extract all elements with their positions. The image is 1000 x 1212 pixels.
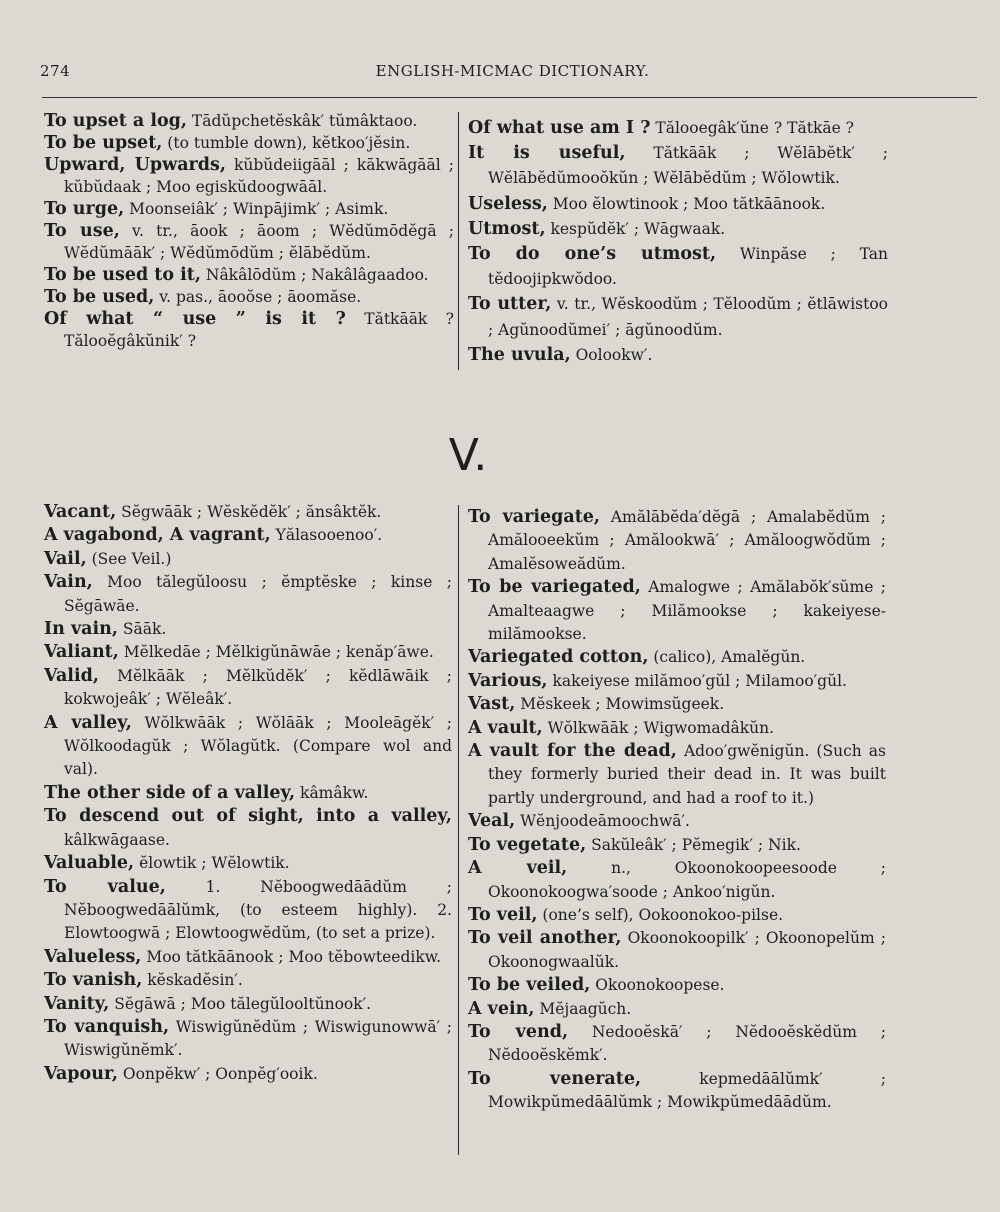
header-rule: [42, 97, 977, 98]
entry-headword: The other side of a valley,: [44, 782, 296, 803]
dictionary-entry: [44, 524, 452, 547]
dictionary-entry: [468, 141, 888, 191]
entry-headword: Vast,: [468, 694, 516, 715]
dictionary-entry: [44, 782, 452, 805]
column-divider: [458, 505, 459, 1155]
entry-definition: Amălābĕda′dĕgā ; Amalabĕdŭm ; Amălooeekŭm ; Amălookwā′ ; Amăloogwŏdŭm ; Amalĕsoweădŭm.: [488, 508, 886, 573]
entry-headword: Veal,: [468, 811, 516, 832]
entry-headword: Useless,: [468, 193, 548, 214]
entry-headword: A vein,: [468, 998, 535, 1019]
dictionary-entry: [44, 571, 452, 618]
dictionary-entry: [468, 1068, 886, 1115]
dictionary-entry: [44, 946, 452, 969]
entry-definition: Mĕskeek ; Mowimsŭgeek.: [515, 695, 725, 714]
entry-definition: ĕlowtik ; Wĕlowtik.: [134, 854, 290, 873]
entry-headword: Of what “ use ” is it ?: [44, 309, 346, 329]
entry-headword: To venerate,: [468, 1068, 642, 1089]
dictionary-entry: [468, 810, 886, 833]
entry-headword: To be used,: [44, 287, 155, 307]
entry-headword: Upward, Upwards,: [44, 155, 226, 175]
dictionary-entry: [44, 993, 452, 1016]
entry-definition: Wiswigŭnĕdŭm ; Wiswigunowwā′ ; Wiswigŭnĕmk′.: [64, 1017, 452, 1060]
entry-definition: v. tr., Wĕskoodŭm ; Tĕloodŭm ; ĕtlāwistoo ; Agŭnoodŭmei′ ; āgŭnoodŭm.: [488, 295, 888, 339]
entry-headword: Vapour,: [44, 1063, 118, 1084]
entry-headword: To be used to it,: [44, 265, 201, 285]
dictionary-entry: [468, 740, 886, 810]
entry-headword: Vanity,: [44, 993, 110, 1014]
dictionary-entry: [468, 998, 886, 1021]
entry-headword: Variegated cotton,: [468, 647, 649, 668]
entry-definition: Yălasooenoo′.: [270, 526, 383, 545]
dictionary-entry: [44, 308, 454, 352]
entry-headword: A vault,: [468, 717, 543, 738]
dictionary-entry: [468, 217, 888, 242]
entry-definition: Tătkāāk ? Tălooĕgâkŭnik′ ?: [64, 310, 454, 350]
dictionary-entry: [468, 974, 886, 997]
entry-headword: To descend out of sight, into a valley,: [44, 806, 452, 827]
running-title: ENGLISH-MICMAC DICTIONARY.: [375, 62, 650, 80]
page-header: [40, 62, 985, 86]
entry-definition: Mĕlkedāe ; Mĕlkigŭnāwāe ; kenăp′āwe.: [118, 643, 434, 662]
entry-headword: To vanish,: [44, 970, 143, 991]
entry-headword: To veil,: [468, 904, 538, 925]
dictionary-entry: [44, 132, 454, 154]
entry-definition: Amalogwe ; Amălabŏk′sŭme ; Amalteaagwe ; Milămookse ; kakeiyese-milămookse.: [488, 578, 887, 644]
entry-definition: Tălooegâk′ŭne ? Tătkāe ?: [650, 119, 854, 137]
dictionary-entry: [468, 576, 886, 646]
column-divider: [458, 112, 459, 370]
entry-definition: kĕskadĕsin′.: [142, 971, 243, 990]
dictionary-entry: [44, 286, 454, 308]
column-top-left: [44, 110, 454, 352]
entry-definition: Moo ĕlowtinook ; Moo tătkāānook.: [547, 194, 826, 213]
entry-definition: Moonseiâk′ ; Winpājimk′ ; Asimk.: [124, 200, 389, 218]
dictionary-entry: [468, 1021, 886, 1068]
entry-headword: Of what use am I ?: [468, 118, 651, 138]
entry-headword: To vegetate,: [468, 834, 587, 855]
dictionary-entry: [44, 712, 452, 782]
dictionary-entry: [468, 192, 888, 217]
entry-definition: (one’s self), Ookoonokoo-pilse.: [537, 905, 784, 924]
entry-definition: Sāāk.: [117, 620, 167, 639]
entry-headword: To vanquish,: [44, 1016, 170, 1037]
dictionary-entry: [468, 857, 886, 904]
entry-definition: n., Okoonokoopeesoode ; Okoonokoogwa′soode ; Ankoo′nigŭn.: [488, 859, 886, 901]
entry-definition: Wŏlkwāāk ; Wŏlāāk ; Mooleāgĕk′ ; Wŏlkoodagŭk ; Wŏlagŭtk. (Compare wol and val).: [64, 713, 452, 779]
entry-headword: To vend,: [468, 1021, 569, 1042]
dictionary-entry: [468, 927, 886, 974]
entry-definition: Moo tălegŭloosu ; ĕmptĕske ; kinse ; Sĕgāwāe.: [64, 573, 452, 615]
entry-definition: (calico), Amalĕgŭn.: [648, 648, 806, 667]
entry-definition: Wŏlkwāāk ; Wigwomadâkŭn.: [542, 718, 775, 737]
dictionary-entry: [44, 198, 454, 220]
entry-definition: Nâkâlōdŭm ; Nakâlâgaadoo.: [200, 266, 429, 284]
entry-definition: kŭbŭdeiigāāl ; kākwāgāāl ; kŭbŭdaak ; Moo egiskŭdoogwāāl.: [64, 156, 454, 196]
column-top-right: [468, 116, 888, 368]
dictionary-entry: [468, 904, 886, 927]
dictionary-entry: [468, 693, 886, 716]
entry-headword: Valueless,: [44, 946, 142, 967]
entry-definition: Oolookw′.: [570, 345, 653, 364]
dictionary-entry: [44, 618, 452, 641]
section-letter: V.: [448, 430, 488, 481]
entry-headword: A vagabond, A vagrant,: [44, 525, 271, 546]
entry-headword: A veil,: [468, 858, 568, 879]
entry-headword: To variegate,: [468, 507, 601, 527]
entry-headword: To veil another,: [468, 928, 622, 949]
entry-headword: To use,: [44, 221, 120, 241]
dictionary-entry: [44, 501, 452, 524]
entry-definition: (See Veil.): [86, 549, 172, 568]
dictionary-entry: [44, 805, 452, 852]
entry-headword: Vacant,: [44, 502, 117, 522]
dictionary-entry: [44, 665, 452, 712]
entry-headword: In vain,: [44, 619, 118, 640]
entry-headword: To upset a log,: [44, 111, 187, 131]
entry-definition: Okoonokoopese.: [590, 976, 725, 995]
entry-headword: To be upset,: [44, 133, 163, 153]
entry-headword: A vault for the dead,: [468, 741, 677, 762]
entry-headword: Various,: [468, 670, 548, 691]
entry-headword: It is useful,: [468, 143, 626, 164]
entry-definition: Mĕjaagŭch.: [534, 999, 632, 1018]
dictionary-entry: [468, 343, 888, 368]
entry-definition: (to tumble down), kĕtkoo′jĕsin.: [162, 134, 411, 152]
entry-headword: Valuable,: [44, 853, 135, 874]
dictionary-entry: [468, 116, 888, 141]
dictionary-entry: [44, 641, 452, 664]
entry-headword: To value,: [44, 876, 166, 897]
dictionary-entry: [468, 717, 886, 740]
entry-definition: Moo tătkāānook ; Moo tĕbowteedikw.: [141, 947, 442, 966]
entry-definition: Okoonokoopilk′ ; Okoonopelŭm ; Okoonogwaalŭk.: [488, 929, 886, 971]
entry-headword: Vain,: [44, 572, 93, 593]
entry-definition: kâmâkw.: [295, 783, 369, 802]
dictionary-entry: [468, 292, 888, 342]
dictionary-entry: [44, 876, 452, 946]
dictionary-entry: [468, 670, 886, 693]
column-bottom-left: [44, 501, 452, 1086]
dictionary-entry: [44, 1016, 452, 1063]
entry-definition: Sakŭleâk′ ; Pĕmegik′ ; Nik.: [586, 835, 801, 854]
dictionary-entry: [44, 154, 454, 198]
entry-definition: Nedooĕskā′ ; Nĕdooĕskĕdŭm ; Nĕdooĕskĕmk′.: [488, 1022, 886, 1065]
dictionary-entry: [44, 969, 452, 992]
dictionary-entry: [44, 1063, 452, 1086]
dictionary-entry: [44, 220, 454, 264]
entry-definition: Wĕnjoodeāmoochwā′.: [515, 812, 690, 831]
dictionary-entry: [44, 264, 454, 286]
entry-headword: Vail,: [44, 548, 87, 569]
entry-definition: kespŭdĕk′ ; Wāgwaak.: [545, 219, 726, 238]
entry-definition: v. tr., āook ; āoom ; Wĕdŭmōdĕgā ; Wĕdŭmāāk′ ; Wĕdŭmōdŭm ; ĕlābĕdŭm.: [64, 222, 454, 262]
dictionary-entry: [44, 110, 454, 132]
entry-headword: To be veiled,: [468, 975, 591, 996]
dictionary-entry: [44, 548, 452, 571]
entry-headword: Utmost,: [468, 218, 546, 239]
entry-headword: To utter,: [468, 294, 552, 315]
dictionary-entry: [468, 646, 886, 669]
dictionary-entry: [468, 506, 886, 576]
entry-headword: The uvula,: [468, 344, 571, 365]
entry-definition: kepmedāālŭmk′ ; Mowikpŭmedāālŭmk ; Mowikpŭmedāādŭm.: [488, 1069, 886, 1112]
entry-definition: Tătkāāk ; Wĕlābĕtk′ ; Wĕlābĕdŭmooŏkŭn ; Wĕlābĕdŭm ; Wŏlowtik.: [488, 144, 888, 188]
dictionary-entry: [468, 242, 888, 292]
entry-definition: kâlkwāgaase.: [64, 830, 170, 849]
entry-headword: To urge,: [44, 199, 125, 219]
dictionary-entry: [468, 834, 886, 857]
entry-definition: kakeiyese milămoo′gŭl ; Milamoo′gŭl.: [547, 671, 847, 690]
entry-definition: Tādŭpchetĕskâk′ tŭmâktaoo.: [186, 112, 418, 130]
entry-definition: Sĕgāwā ; Moo tălegŭlooltŭnook′.: [109, 994, 372, 1013]
dictionary-entry: [44, 852, 452, 875]
entry-headword: To do one’s utmost,: [468, 244, 717, 265]
entry-definition: Winpăse ; Tan tĕdoojipkwŏdoo.: [488, 245, 888, 289]
entry-definition: 1. Nĕboogwedāādŭm ; Nĕboogwedāālŭmk, (to esteem highly). 2. Elowtoogwā ; Elowtoogwĕdŭm, (to set a prize).: [64, 877, 452, 943]
entry-definition: Oonpĕkw′ ; Oonpĕg′ooik.: [117, 1064, 318, 1083]
entry-headword: A valley,: [44, 712, 132, 733]
entry-headword: Valid,: [44, 665, 99, 686]
entry-definition: Sĕgwāāk ; Wĕskĕdĕk′ ; ănsâktĕk.: [116, 503, 382, 521]
entry-headword: To be variegated,: [468, 577, 641, 598]
entry-headword: Valiant,: [44, 642, 119, 663]
column-bottom-right: [468, 506, 886, 1115]
page-number: 274: [40, 62, 71, 80]
entry-definition: Adoo′gwĕnigŭn. (Such as they formerly buried their dead in. It was built partly underground, and had a roof to it.): [488, 742, 886, 807]
entry-definition: Mĕlkāāk ; Mĕlkŭdĕk′ ; kĕdlāwāik ; kokwojeâk′ ; Wĕleâk′.: [64, 666, 452, 709]
entry-definition: v. pas., āooŏse ; āoomăse.: [154, 288, 362, 306]
